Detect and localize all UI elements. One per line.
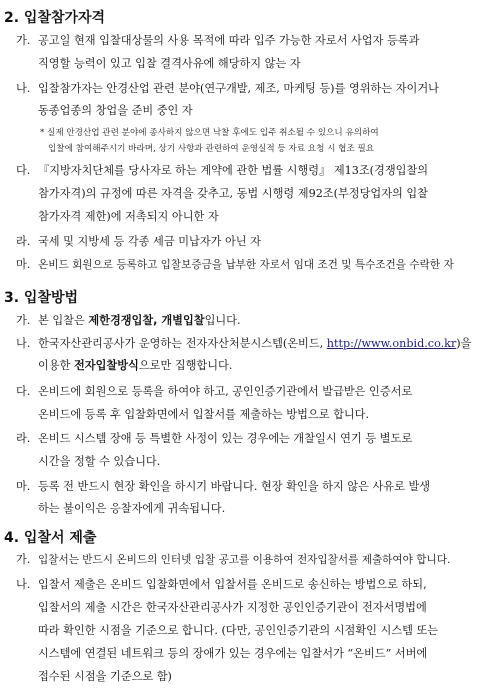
note-text: * 실제 안경산업 관련 분야에 종사하지 않으면 낙찰 후에도 입주 취소될 수 있으니 유의하여 bbox=[40, 128, 379, 138]
item-text bbox=[38, 337, 471, 351]
item-text: 입찰참가자는 안경산업 관련 분야(연구개발, 제조, 마케팅 등)를 영위하는 자이거나 bbox=[38, 82, 439, 95]
item-marker: 마. bbox=[16, 480, 31, 493]
text-run: 이용한 bbox=[38, 359, 74, 372]
item-marker: 나. bbox=[16, 82, 31, 95]
section-heading-bidding-method: 3. 입찰방법 bbox=[4, 290, 79, 306]
item-text: 『지방자치단체를 당사자로 하는 계약에 관한 법률 시행령』 제13조(경쟁입찰의 bbox=[38, 164, 429, 177]
item-marker: 가. bbox=[16, 34, 31, 47]
item-text: 공고일 현재 입찰대상물의 사용 목적에 따라 입주 가능한 자로서 사업자 등록과 bbox=[38, 34, 420, 47]
item-marker: 나. bbox=[16, 337, 31, 350]
bold-text-run: 전자입찰방식 bbox=[73, 359, 139, 372]
text-run: 본 입찰은 bbox=[38, 314, 89, 327]
text-run: )을 bbox=[456, 337, 472, 350]
item-text: 입찰서의 제출 시간은 한국자산관리공사가 지정한 공인인증기관이 전자서명법에 bbox=[38, 601, 427, 614]
text-run: 입니다. bbox=[204, 314, 241, 327]
note-text: 입찰에 참여해주시기 바라며, 상기 사항과 관련하여 운영실적 등 자료 요청 시 협조 필요 bbox=[48, 144, 375, 154]
item-marker: 마. bbox=[16, 258, 31, 271]
item-text bbox=[38, 314, 241, 328]
item-text: 등록 전 반드시 현장 확인을 하시기 바랍니다. 현장 확인을 하지 않은 사유로 발생 bbox=[38, 480, 431, 493]
item-marker: 다. bbox=[16, 385, 31, 398]
item-text: 온비드에 등록 후 입찰화면에서 입찰서를 제출하는 방법으로 합니다. bbox=[38, 408, 370, 421]
item-text: 국세 및 지방세 등 각종 세금 미납자가 아닌 자 bbox=[38, 235, 261, 248]
item-text: 온비드 회원으로 등록하고 입찰보증금을 납부한 자로서 임대 조건 및 특수조건을 수락한 자 bbox=[38, 259, 454, 271]
item-marker: 가. bbox=[16, 314, 31, 327]
section-heading-bid-submission: 4. 입찰서 제출 bbox=[4, 530, 97, 546]
item-text: 시스템에 연결된 네트워크 등의 장애가 있는 경우에는 입찰서가 “온비드” 서버에 bbox=[38, 647, 428, 660]
item-text: 직영할 능력이 있고 입찰 결격사유에 해당하지 않는 자 bbox=[38, 57, 301, 70]
section-heading-eligibility: 2. 입찰참가자격 bbox=[4, 10, 106, 26]
item-text: 동종업종의 창업을 준비 중인 자 bbox=[38, 104, 193, 117]
item-marker: 다. bbox=[16, 164, 31, 177]
item-marker: 나. bbox=[16, 578, 31, 591]
text-run: 으로만 집행합니다. bbox=[138, 359, 233, 372]
onbid-url-link[interactable]: http://www.onbid.co.kr bbox=[326, 337, 457, 350]
item-text: 따라 확인한 시점을 기준으로 합니다. (다만, 공인인증기관의 시점확인 시스템 또는 bbox=[38, 624, 439, 637]
item-text: 입찰서는 반드시 온비드의 인터넷 입찰 공고를 이용하여 전자입찰서를 제출하여야 합니다. bbox=[38, 554, 451, 566]
item-marker: 라. bbox=[16, 432, 31, 445]
item-text bbox=[38, 359, 232, 373]
item-text: 입찰서 제출은 온비드 입찰화면에서 입찰서를 온비드로 송신하는 방법으로 하되, bbox=[38, 578, 427, 591]
bold-text-run: 제한경쟁입찰, 개별입찰 bbox=[88, 314, 205, 327]
item-text: 참가자격)의 규정에 따른 자격을 갖추고, 동법 시행령 제92조(부정당업자의 입찰 bbox=[38, 187, 428, 200]
item-text: 하는 불이익은 응찰자에게 귀속됩니다. bbox=[38, 502, 226, 515]
item-text: 접수된 시점을 기준으로 함) bbox=[38, 670, 172, 683]
item-text: 온비드 시스템 장애 등 특별한 사정이 있는 경우에는 개찰일시 연기 등 별도로 bbox=[38, 432, 413, 445]
item-text: 참가자격 제한)에 저촉되지 아니한 자 bbox=[38, 210, 219, 223]
item-text: 시간을 정할 수 있습니다. bbox=[38, 455, 161, 468]
item-marker: 가. bbox=[16, 553, 31, 566]
item-marker: 라. bbox=[16, 235, 31, 248]
text-run: 한국자산관리공사가 운영하는 전자자산처분시스템(온비드, bbox=[38, 337, 327, 350]
item-text: 온비드에 회원으로 등록을 하여야 하고, 공인인증기관에서 발급받은 인증서로 bbox=[38, 385, 413, 398]
